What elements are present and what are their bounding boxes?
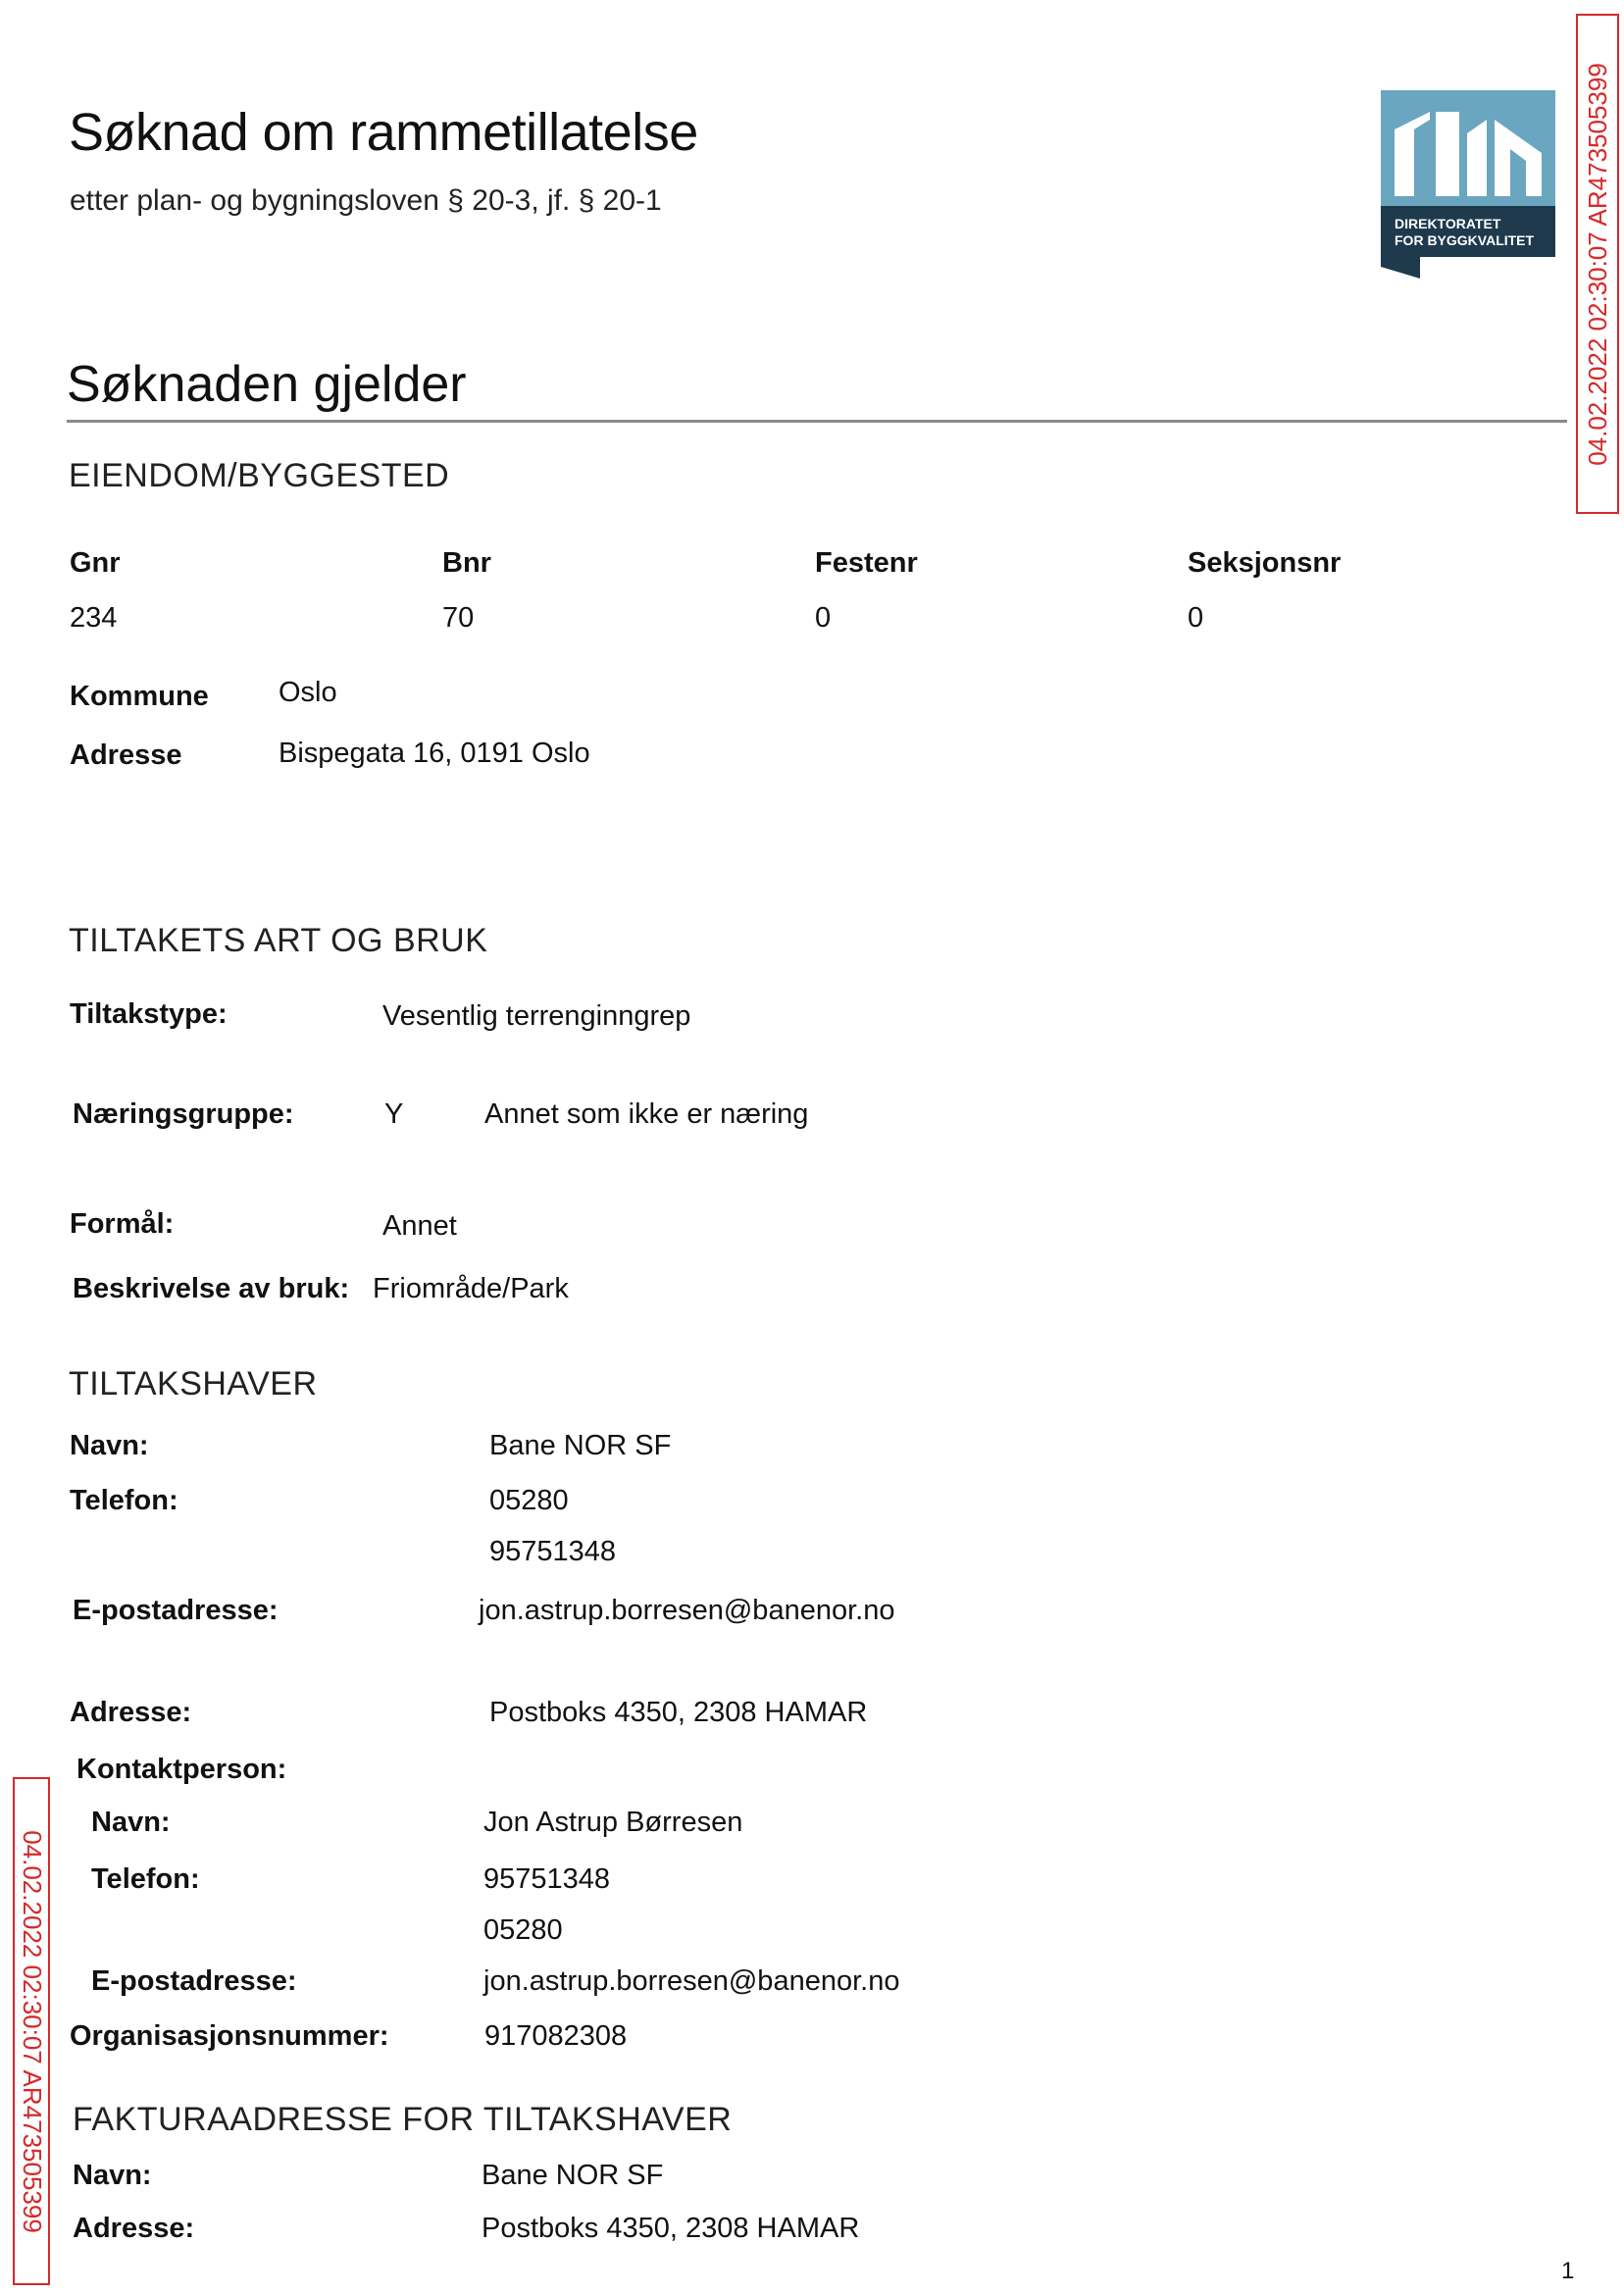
page-number: 1 xyxy=(1561,2258,1575,2284)
th-adresse-value: Postboks 4350, 2308 HAMAR xyxy=(489,1697,868,1728)
section-divider xyxy=(67,420,1567,423)
kp-epost-value: jon.astrup.borresen@banenor.no xyxy=(483,1965,900,1997)
th-adresse-label: Adresse: xyxy=(70,1697,192,1728)
bruk-label: Beskrivelse av bruk: xyxy=(73,1273,350,1304)
eiendom-heading: EIENDOM/BYGGESTED xyxy=(69,457,450,494)
kp-telefon-value-1: 95751348 xyxy=(483,1863,611,1895)
th-telefon-value-2: 95751348 xyxy=(489,1536,617,1567)
fa-adresse-label: Adresse: xyxy=(73,2213,195,2244)
kp-telefon-label: Telefon: xyxy=(91,1863,200,1895)
gnr-label: Gnr xyxy=(70,547,121,579)
page-title: Søknad om rammetillatelse xyxy=(69,103,698,162)
logo-line2: FOR BYGGKVALITET xyxy=(1395,232,1535,248)
org-value: 917082308 xyxy=(484,2020,628,2052)
kp-epost-label: E-postadresse: xyxy=(91,1965,297,1997)
archive-stamp-left-text: 04.02.2022 02:30:07 AR473505399 xyxy=(17,1829,47,2233)
fa-adresse-value: Postboks 4350, 2308 HAMAR xyxy=(482,2213,860,2244)
seksjonsnr-label: Seksjonsnr xyxy=(1188,547,1342,579)
org-label: Organisasjonsnummer: xyxy=(70,2020,389,2052)
bnr-value: 70 xyxy=(442,602,475,634)
seksjonsnr-value: 0 xyxy=(1188,602,1204,634)
adresse-value: Bispegata 16, 0191 Oslo xyxy=(279,738,590,769)
kp-navn-label: Navn: xyxy=(91,1807,171,1838)
tiltakshaver-heading: TILTAKSHAVER xyxy=(69,1365,318,1402)
festenr-label: Festenr xyxy=(815,547,918,579)
fa-navn-label: Navn: xyxy=(73,2160,152,2191)
bnr-label: Bnr xyxy=(442,547,491,579)
th-telefon-label: Telefon: xyxy=(70,1485,178,1516)
tiltakstype-value: Vesentlig terrenginngrep xyxy=(382,1000,691,1032)
fa-navn-value: Bane NOR SF xyxy=(482,2160,664,2191)
logo-line1: DIREKTORATET xyxy=(1395,216,1501,231)
th-epost-value: jon.astrup.borresen@banenor.no xyxy=(479,1595,895,1626)
kommune-label: Kommune xyxy=(70,681,209,712)
formaal-label: Formål: xyxy=(70,1208,175,1240)
archive-stamp-top xyxy=(1576,14,1619,514)
kp-telefon-value-2: 05280 xyxy=(483,1914,563,1946)
section-title: Søknaden gjelder xyxy=(67,356,467,413)
faktura-heading: FAKTURAADRESSE FOR TILTAKSHAVER xyxy=(73,2101,733,2138)
kp-navn-value: Jon Astrup Børresen xyxy=(483,1807,743,1838)
festenr-value: 0 xyxy=(815,602,832,634)
kontaktperson-label: Kontaktperson: xyxy=(76,1754,287,1785)
bruk-value: Friområde/Park xyxy=(373,1273,569,1304)
naeringsgruppe-value: Annet som ikke er næring xyxy=(484,1098,809,1130)
gnr-value: 234 xyxy=(70,602,118,634)
th-epost-label: E-postadresse: xyxy=(73,1595,279,1626)
th-navn-label: Navn: xyxy=(70,1430,149,1461)
formaal-value: Annet xyxy=(382,1210,457,1242)
tiltak-heading: TILTAKETS ART OG BRUK xyxy=(69,922,488,959)
dibk-logo xyxy=(1381,90,1555,279)
th-telefon-value-1: 05280 xyxy=(489,1485,569,1516)
naeringsgruppe-code: Y xyxy=(384,1098,404,1130)
archive-stamp-left xyxy=(13,1777,50,2285)
kommune-value: Oslo xyxy=(279,677,337,708)
archive-stamp-top-text: 04.02.2022 02:30:07 AR473505399 xyxy=(1582,62,1612,466)
tiltakstype-label: Tiltakstype: xyxy=(70,998,228,1030)
naeringsgruppe-label: Næringsgruppe: xyxy=(73,1098,294,1130)
adresse-label: Adresse xyxy=(70,739,182,771)
page-subtitle: etter plan- og bygningsloven § 20-3, jf. § 20-1 xyxy=(70,184,662,217)
th-navn-value: Bane NOR SF xyxy=(489,1430,672,1461)
dibk-logo-icon xyxy=(1381,90,1555,279)
